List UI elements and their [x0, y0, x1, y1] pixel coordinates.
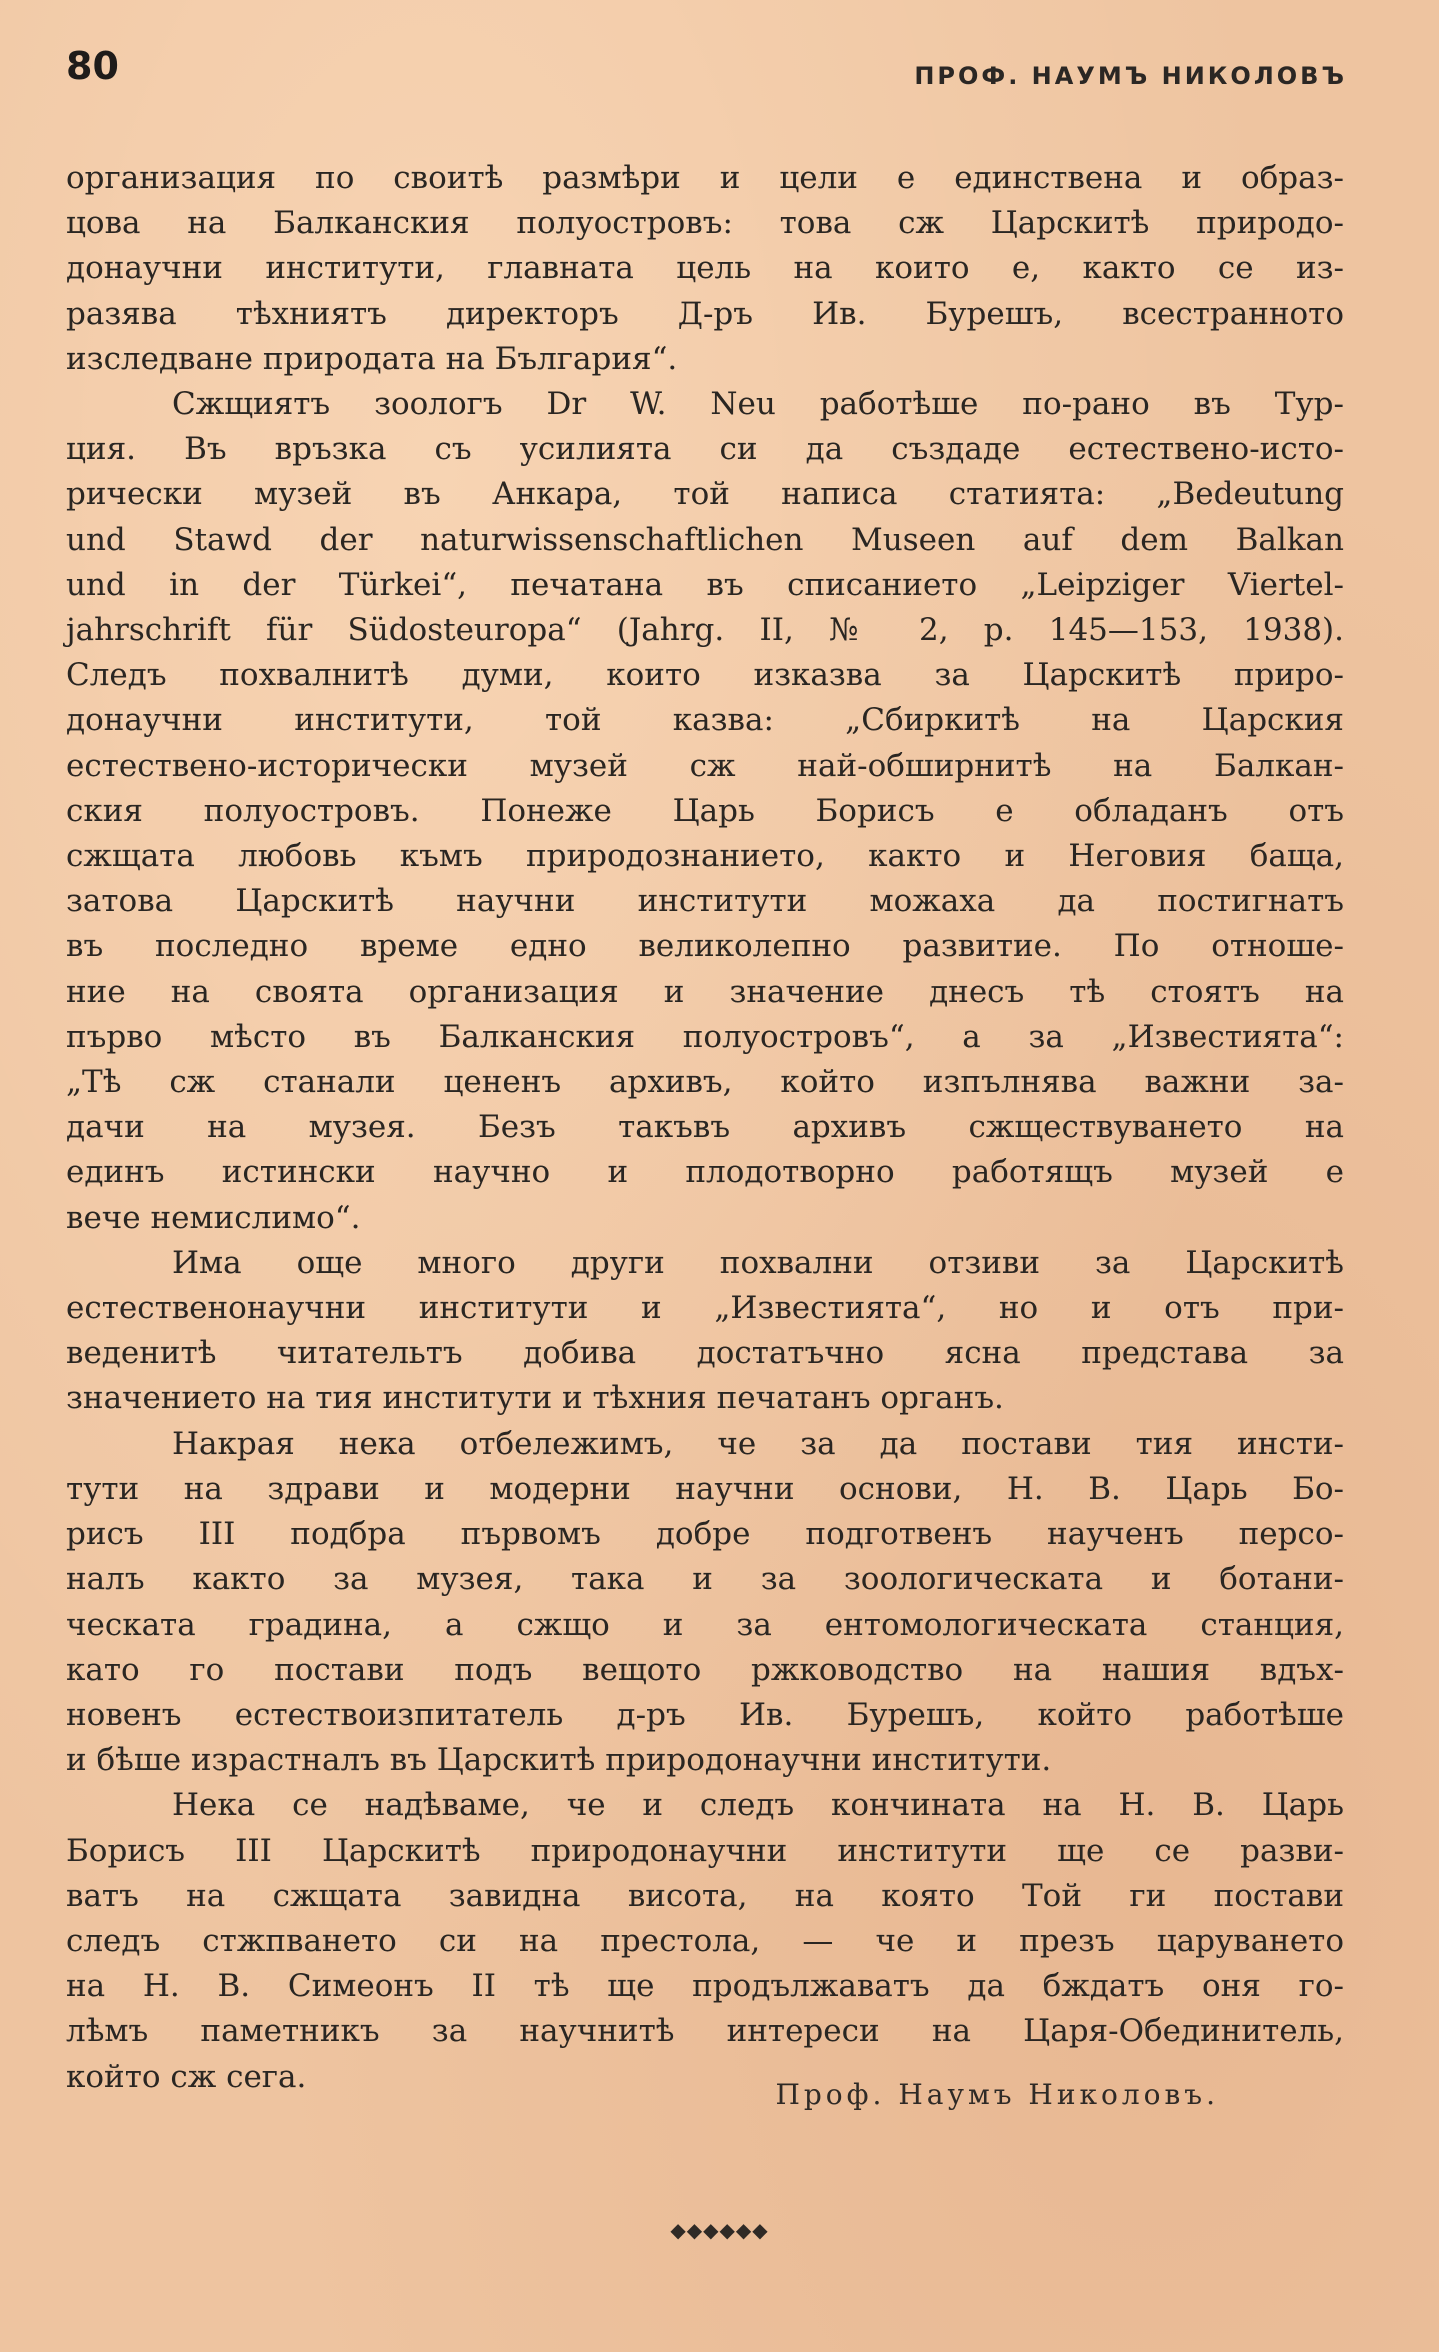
text-line: единъ истински научно и плодотворно работящъ музей е — [66, 1154, 1344, 1191]
page-header — [66, 44, 1347, 94]
text-line: следъ стжпването си на престола, — че и презъ царуването — [66, 1922, 1344, 1959]
text-line: новенъ естествоизпитатель д-ръ Ив. Бурешъ, който работѣше — [66, 1696, 1344, 1733]
text-line: лѣмъ паметникъ за научнитѣ интереси на Царя-Обединитель, — [66, 2013, 1344, 2050]
text-line: разява тѣхниятъ директоръ Д-ръ Ив. Бурешъ, всестранното — [66, 295, 1344, 332]
text-line: затова Царскитѣ научни институти можаха да постигнатъ — [66, 883, 1344, 920]
text-line: Накрая нека отбележимъ, че за да постави тия инсти- — [172, 1425, 1344, 1462]
text-line: веденитѣ читательтъ добива достатъчно ясна представа за — [66, 1335, 1344, 1372]
text-line: jahrschrift für Südosteuropa“ (Jahrg. II, № 2, p. 145—153, 1938). — [66, 612, 1344, 649]
text-line: ция. Въ връзка съ усилията си да създаде естествено-исто- — [66, 431, 1344, 468]
text-line: който сж сега. — [66, 2058, 307, 2095]
text-line: дачи на музея. Безъ такъвъ архивъ сжществуването на — [66, 1109, 1344, 1146]
text-line: изследване природата на България“. — [66, 340, 678, 377]
author-signature: Проф. Наумъ Николовъ. — [775, 2078, 1219, 2111]
end-ornament: ◆◆◆◆◆◆ — [670, 2218, 769, 2242]
text-line: сжщата любовь къмъ природознанието, както и Неговия баща, — [66, 838, 1344, 875]
text-line: организация по своитѣ размѣри и цели е единствена и образ- — [66, 160, 1344, 196]
text-line: und in der Türkei“, печатана въ списанието „Leipziger Viertel- — [66, 566, 1344, 603]
text-line: ватъ на сжщата завидна висота, на която Той ги постави — [66, 1877, 1344, 1914]
text-line: първо мѣсто въ Балканския полуостровъ“, а за „Известията“: — [66, 1018, 1344, 1055]
text-line: „Тѣ сж станали цененъ архивъ, който изпълнява важни за- — [66, 1064, 1344, 1101]
text-line: като го постави подъ вещото ржководство на нашия вдъх- — [66, 1651, 1344, 1688]
page-number: 80 — [66, 44, 119, 88]
text-line: на Н. В. Симеонъ II тѣ ще продължаватъ да бждатъ оня го- — [66, 1968, 1344, 2005]
text-line: Сжщиятъ зоологъ Dr W. Neu работѣше по-рано въ Тур- — [172, 386, 1344, 423]
text-line: вече немислимо“. — [66, 1199, 361, 1236]
text-line: значението на тия институти и тѣхния печатанъ органъ. — [66, 1380, 1004, 1417]
text-line: рисъ III подбра първомъ добре подготвенъ наученъ персо- — [66, 1516, 1344, 1553]
text-line: Има още много други похвални отзиви за Царскитѣ — [172, 1244, 1344, 1281]
running-head: ПРОФ. НАУМЪ НИКОЛОВЪ — [914, 62, 1347, 90]
text-line: ческата градина, а сжщо и за ентомологическата станция, — [66, 1606, 1344, 1643]
text-line: рически музей въ Анкара, той написа статията: „Bedeutung — [66, 476, 1344, 513]
text-line: Нека се надѣваме, че и следъ кончината на Н. В. Царь — [172, 1787, 1344, 1824]
text-line: естествено-исторически музей сж най-обширнитѣ на Балкан- — [66, 747, 1344, 784]
article-body — [66, 156, 1344, 2100]
text-line: и бѣше израстналъ въ Царскитѣ природонаучни институти. — [66, 1742, 1052, 1779]
text-line: донаучни институти, той казва: „Сбиркитѣ на Царския — [66, 702, 1344, 739]
text-line: Следъ похвалнитѣ думи, които изказва за Царскитѣ приро- — [66, 657, 1344, 694]
text-line: въ последно време едно великолепно развитие. По отноше- — [66, 928, 1344, 965]
text-line: естественонаучни институти и „Известията“, но и отъ при- — [66, 1290, 1344, 1327]
text-line: ние на своята организация и значение днесъ тѣ стоятъ на — [66, 973, 1344, 1010]
text-line: Борисъ III Царскитѣ природонаучни институти ще се разви- — [66, 1832, 1344, 1869]
text-line: тути на здрави и модерни научни основи, Н. В. Царь Бо- — [66, 1470, 1344, 1507]
text-line: und Stawd der naturwissenschaftlichen Museen auf dem Balkan — [66, 521, 1344, 558]
text-line: налъ както за музея, така и за зоологическата и ботани- — [66, 1561, 1344, 1598]
text-line: донаучни институти, главната цель на които е, както се из- — [66, 250, 1344, 287]
text-line: цова на Балканския полуостровъ: това сж Царскитѣ природо- — [66, 205, 1344, 242]
text-line: ския полуостровъ. Понеже Царь Борисъ е обладанъ отъ — [66, 792, 1344, 829]
